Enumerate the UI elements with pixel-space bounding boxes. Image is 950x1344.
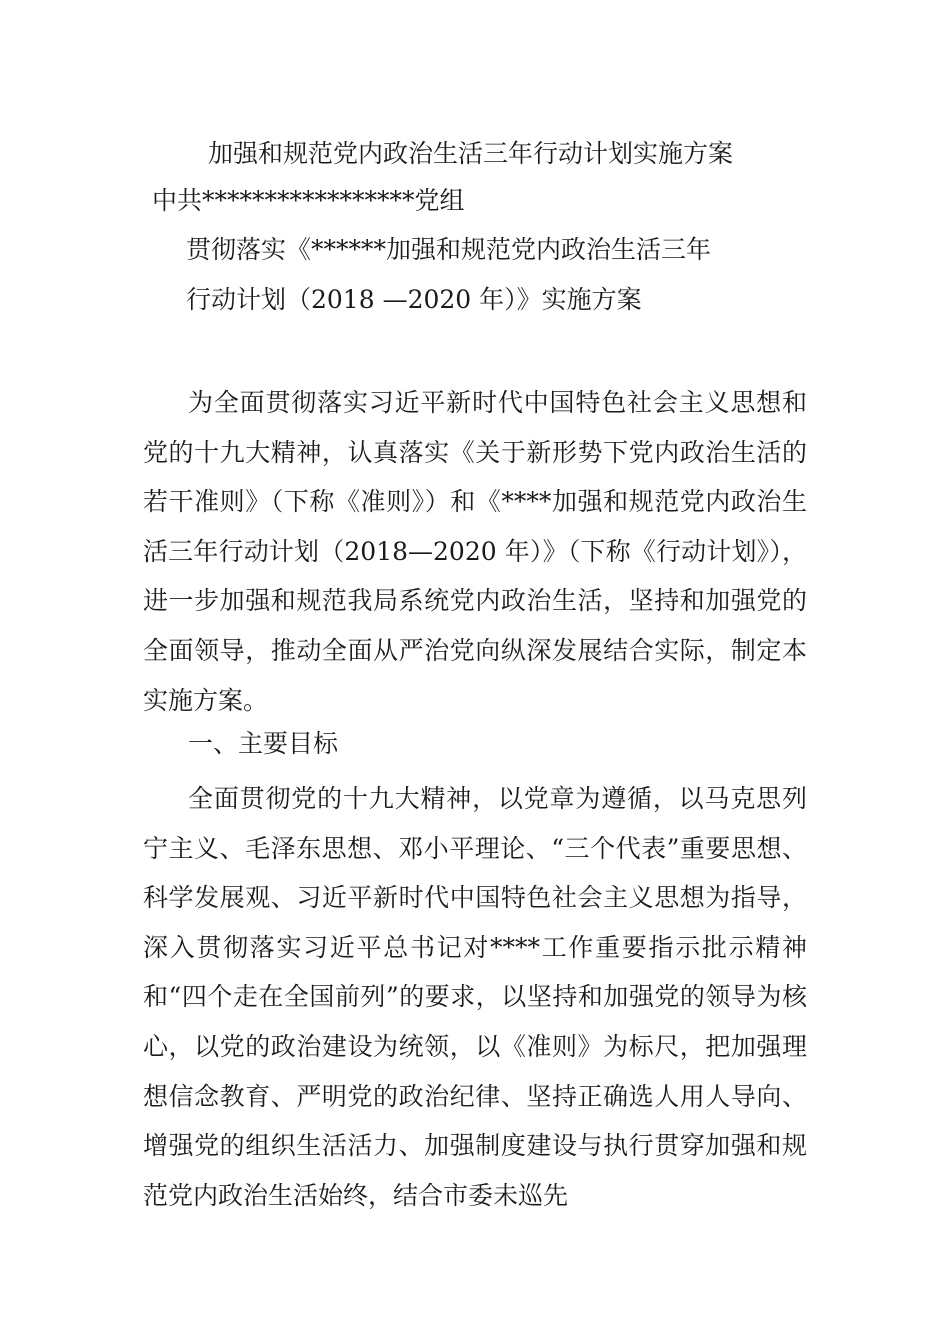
paragraph-text: 为全面贯彻落实习近平新时代中国特色社会主义思想和党的十九大精神，认真落实《关于新形势下党内政治生活的若干准则》（下称《准则》）和《****加强和规范党内政治生活三年行动计划（2018—2020 年）》（下称《行动计划》），进一步加强和规范我局系统党内政治生活，坚持和加强党的全面领导，推动全面从严治党向纵深发展结合实际，制定本实施方案。 xyxy=(143,388,807,715)
subtitle-line-1: 贯彻落实《******加强和规范党内政治生活三年 xyxy=(186,235,712,264)
paragraph-text: 全面贯彻党的十九大精神，以党章为遵循，以马克思列宁主义、毛泽东思想、邓小平理论、“三个代表”重要思想、科学发展观、习近平新时代中国特色社会主义思想为指导，深入贯彻落实习近平总书记对****工作重要指示批示精神和“四个走在全国前列”的要求，以坚持和加强党的领导为核心，以党的政治建设为统领，以《准则》为标尺，把加强理想信念教育、严明党的政治纪律、坚持正确选人用人导向、增强党的组织生活活力、加强制度建设与执行贯穿加强和规范党内政治生活始终，结合市委未巡先 xyxy=(143,784,807,1210)
body-paragraph-intro xyxy=(143,378,807,725)
body-paragraph-goals xyxy=(143,774,807,1220)
section-heading-main-goals: 一、主要目标 xyxy=(188,729,339,758)
document-title: 加强和规范党内政治生活三年行动计划实施方案 xyxy=(208,139,734,168)
subtitle-line-2: 行动计划（2018 —2020 年）》实施方案 xyxy=(186,285,642,314)
issuing-organization: 中共*****************党组 xyxy=(152,186,465,215)
